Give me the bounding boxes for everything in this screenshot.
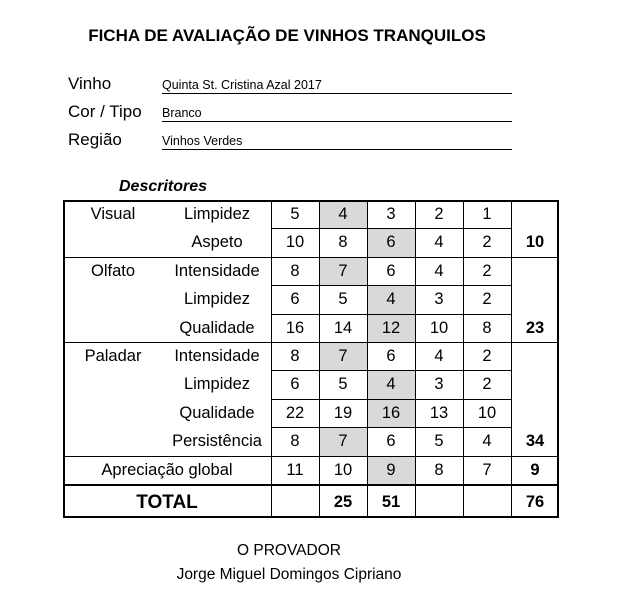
score-cell: 2 <box>482 290 492 309</box>
column-total <box>463 486 511 518</box>
criterion-label: Intensidade <box>174 261 260 280</box>
section-name: Paladar <box>84 346 142 365</box>
column-line <box>415 200 416 518</box>
score-cell: 11 <box>286 460 304 479</box>
row-line <box>271 285 511 286</box>
score-cell: 7 <box>319 257 367 285</box>
score-cell: 8 <box>290 432 300 451</box>
score-cell: 6 <box>386 261 396 280</box>
criterion-label: Limpidez <box>183 204 251 223</box>
row-line <box>271 257 511 258</box>
column-line <box>511 200 512 518</box>
total-separator <box>63 484 559 486</box>
score-cell: 2 <box>482 375 492 394</box>
score-cell: 3 <box>434 290 444 309</box>
column-line <box>271 200 272 518</box>
score-cell: 5 <box>290 204 300 223</box>
score-cell: 5 <box>434 432 444 451</box>
color-type-value: Branco <box>162 106 512 122</box>
score-cell: 10 <box>477 403 497 422</box>
wine-label: Vinho <box>68 74 112 93</box>
criterion-label: Limpidez <box>183 375 251 394</box>
criterion-label: Qualidade <box>179 318 255 337</box>
column-line <box>367 200 368 518</box>
total-label: TOTAL <box>136 491 198 513</box>
page-title: FICHA DE AVALIAÇÃO DE VINHOS TRANQUILOS <box>88 26 486 45</box>
score-cell: 14 <box>333 318 353 337</box>
row-line <box>271 370 511 371</box>
row-line <box>271 342 511 343</box>
score-cell: 4 <box>319 200 367 228</box>
color-type-label: Cor / Tipo <box>68 102 142 121</box>
row-line <box>271 456 511 457</box>
score-cell: 6 <box>290 290 300 309</box>
section-subtotal: 10 <box>525 233 545 252</box>
section-subtotal: 23 <box>525 318 545 337</box>
score-cell: 6 <box>290 375 300 394</box>
score-cell: 2 <box>482 261 492 280</box>
grand-total: 76 <box>525 492 545 511</box>
wine-value: Quinta St. Cristina Azal 2017 <box>162 78 512 94</box>
score-cell: 4 <box>434 261 444 280</box>
score-cell: 22 <box>285 403 305 422</box>
section-subtotal: 34 <box>525 432 545 451</box>
criterion-label: Intensidade <box>174 346 260 365</box>
score-cell: 6 <box>386 432 396 451</box>
column-line <box>463 200 464 518</box>
table-border-left <box>63 200 65 518</box>
score-cell: 6 <box>367 228 415 256</box>
score-cell: 3 <box>386 204 396 223</box>
row-line <box>271 399 511 400</box>
global-subtotal: 9 <box>530 460 540 479</box>
score-cell: 2 <box>434 204 444 223</box>
column-total: 51 <box>381 492 401 511</box>
section-name: Visual <box>90 204 136 223</box>
section-name: Olfato <box>90 261 136 280</box>
score-cell: 10 <box>333 460 353 479</box>
score-cell: 8 <box>290 261 300 280</box>
column-total <box>415 486 463 518</box>
score-cell: 7 <box>319 342 367 370</box>
evaluation-table <box>63 200 559 518</box>
taster-name: Jorge Miguel Domingos Cipriano <box>176 566 402 583</box>
column-line <box>319 200 320 518</box>
score-cell: 12 <box>367 314 415 342</box>
score-cell: 4 <box>482 432 492 451</box>
score-cell: 16 <box>285 318 305 337</box>
score-cell: 1 <box>482 204 492 223</box>
score-cell: 13 <box>429 403 449 422</box>
score-cell: 2 <box>482 233 492 252</box>
row-line <box>271 314 511 315</box>
region-label: Região <box>68 130 122 149</box>
column-total: 25 <box>333 492 353 511</box>
score-cell: 7 <box>319 427 367 455</box>
table-border-bottom <box>63 516 559 518</box>
criterion-label: Aspeto <box>191 233 243 252</box>
score-cell: 5 <box>338 375 348 394</box>
score-cell: 4 <box>367 370 415 398</box>
score-cell: 6 <box>386 346 396 365</box>
score-cell: 5 <box>338 290 348 309</box>
score-cell: 8 <box>338 233 348 252</box>
score-cell: 3 <box>434 375 444 394</box>
row-line <box>271 228 511 229</box>
score-cell: 7 <box>482 460 492 479</box>
score-cell: 8 <box>290 346 300 365</box>
score-cell: 8 <box>434 460 444 479</box>
descriptors-heading: Descritores <box>119 178 208 195</box>
table-border-right <box>557 200 559 518</box>
global-label: Apreciação global <box>101 460 233 479</box>
score-cell: 10 <box>429 318 449 337</box>
criterion-label: Limpidez <box>183 290 251 309</box>
taster-heading: O PROVADOR <box>237 542 341 559</box>
score-cell: 4 <box>434 346 444 365</box>
criterion-label: Qualidade <box>179 403 255 422</box>
score-cell: 10 <box>285 233 305 252</box>
table-border-top <box>63 200 559 202</box>
score-cell: 16 <box>367 399 415 427</box>
row-line <box>271 427 511 428</box>
criterion-label: Persistência <box>172 432 262 451</box>
region-value: Vinhos Verdes <box>162 134 512 150</box>
column-total <box>271 486 319 518</box>
score-cell: 4 <box>367 285 415 313</box>
score-cell: 9 <box>367 456 415 484</box>
score-cell: 19 <box>333 403 353 422</box>
score-cell: 8 <box>482 318 492 337</box>
score-cell: 4 <box>434 233 444 252</box>
score-cell: 2 <box>482 346 492 365</box>
